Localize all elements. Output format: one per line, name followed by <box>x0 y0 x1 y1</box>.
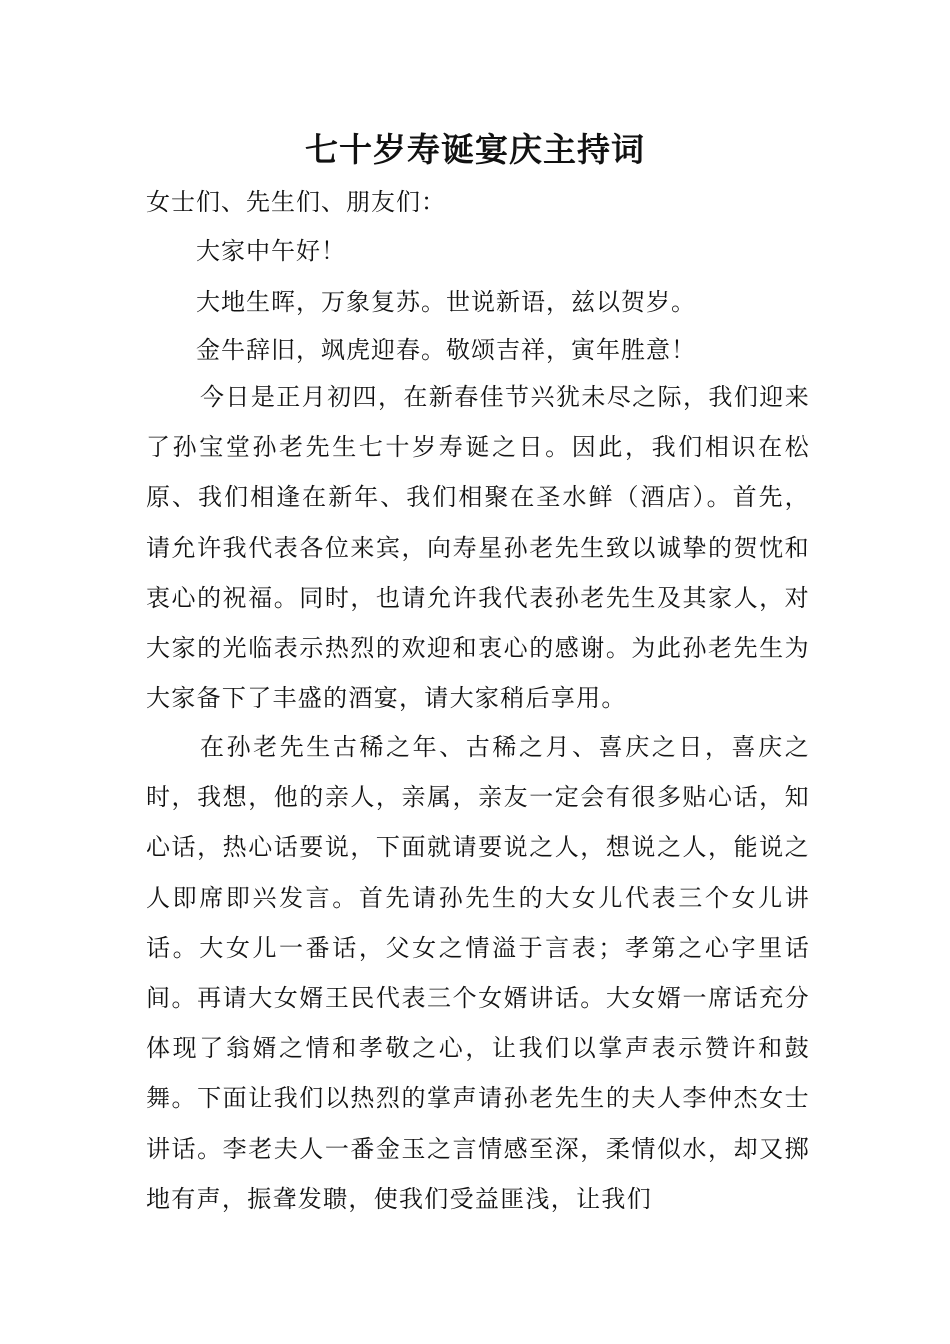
greeting: 大家中午好！ <box>196 237 346 265</box>
couplet-line-2: 金牛辞旧，飒虎迎春。敬颂吉祥，寅年胜意！ <box>196 336 696 364</box>
document-title: 七十岁寿诞宴庆主持词 <box>305 130 645 169</box>
paragraph-speeches: 在孙老先生古稀之年、古稀之月、喜庆之日，喜庆之时，我想，他的亲人，亲属，亲友一定会有很多贴心话，知心话，热心话要说，下面就请要说之人，想说之人，能说之人即席即兴发言。首先请孙先生的大女儿代表三个女儿讲话。大女儿一番话，父女之情溢于言表；孝第之心字里话间。再请大女婿王民代表三个女婿讲话。大女婿一席话充分体现了翁婿之情和孝敬之心，让我们以掌声表示赞许和鼓舞。下面让我们以热烈的掌声请孙老先生的夫人李仲杰女士讲话。李老夫人一番金玉之言情感至深，柔情似水，却又掷地有声，振聋发聩，使我们受益匪浅，让我们 <box>146 733 810 1213</box>
salutation: 女士们、先生们、朋友们： <box>146 188 446 216</box>
paragraph-opening: 今日是正月初四，在新春佳节兴犹未尽之际，我们迎来了孙宝堂孙老先生七十岁寿诞之日。因此，我们相识在松原、我们相逢在新年、我们相聚在圣水鲜（酒店）。首先，请允许我代表各位来宾，向寿星孙老先生致以诚挚的贺忱和衷心的祝福。同时，也请允许我代表孙老先生及其家人，对大家的光临表示热烈的欢迎和衷心的感谢。为此孙老先生为大家备下了丰盛的酒宴，请大家稍后享用。 <box>146 383 810 713</box>
couplet-line-1: 大地生晖，万象复苏。世说新语，兹以贺岁。 <box>196 288 696 316</box>
